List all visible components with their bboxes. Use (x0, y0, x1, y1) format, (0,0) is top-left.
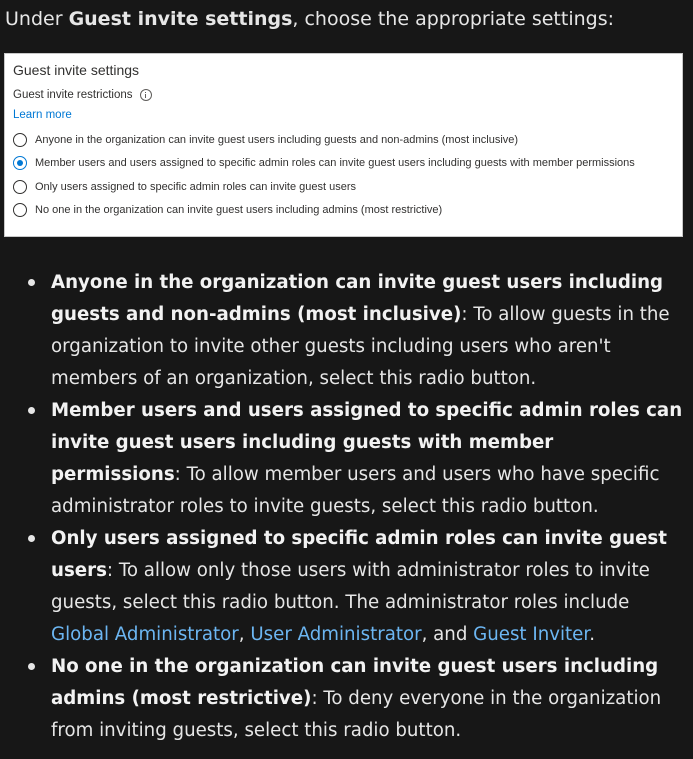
intro-suffix: , choose the appropriate settings: (292, 8, 614, 30)
global-administrator-link[interactable]: Global Administrator (51, 624, 239, 645)
radio-button[interactable] (13, 133, 27, 147)
bullet-dot (28, 663, 35, 670)
bullet-dot (28, 407, 35, 414)
radio-button-selected[interactable] (13, 156, 27, 170)
list-item (24, 651, 684, 747)
radio-option-member-users[interactable] (13, 156, 635, 170)
intro-prefix: Under (5, 8, 69, 30)
bullet-text: : To deny everyone in the organization from inviting guests, select this radio button. (51, 688, 662, 741)
radio-option-label: Anyone in the organization can invite guest users including guests and non-admins (most inclusive) (35, 134, 519, 146)
bullet-dot (28, 279, 35, 286)
bullet-heading: Only users assigned to specific admin roles can invite guest users (51, 528, 667, 581)
radio-button[interactable] (13, 203, 27, 217)
bullet-text: : To allow member users and users who have specific administrator roles to invite guests, select this radio button. (51, 464, 660, 517)
bullet-heading: Member users and users assigned to specific admin roles can invite guest users including guests with member permissions (51, 400, 683, 485)
bullet-text: : To allow only those users with administrator roles to invite guests, select this radio button. The administrator roles include (51, 560, 650, 613)
panel-title: Guest invite settings (13, 62, 140, 78)
separator: , and (421, 624, 474, 645)
list-item (24, 267, 684, 395)
intro-bold: Guest invite settings (68, 8, 293, 30)
radio-option-no-one[interactable] (13, 203, 442, 217)
guest-inviter-link[interactable]: Guest Inviter (473, 624, 590, 645)
bullet-heading: No one in the organization can invite guest users including admins (most restrictive) (51, 656, 659, 709)
radio-option-admin-roles-only[interactable] (13, 180, 356, 194)
user-administrator-link[interactable]: User Administrator (250, 624, 422, 645)
radio-option-label: Only users assigned to specific admin roles can invite guest users (35, 181, 356, 193)
bullet-text: : To allow guests in the organization to invite other guests including users who aren't members of an organization, select this radio button. (51, 304, 670, 389)
radio-option-label: No one in the organization can invite guest users including admins (most restrictive) (35, 204, 443, 216)
terminator: . (589, 624, 595, 645)
info-icon[interactable] (140, 89, 152, 101)
guest-invite-settings-panel (4, 53, 683, 237)
list-item (24, 523, 684, 651)
radio-button[interactable] (13, 180, 27, 194)
list-item (24, 395, 684, 523)
separator: , (238, 624, 251, 645)
bullet-heading: Anyone in the organization can invite guest users including guests and non-admins (most inclusive) (51, 272, 664, 325)
restrictions-label-text: Guest invite restrictions (13, 89, 133, 101)
learn-more-link[interactable]: Learn more (13, 109, 72, 121)
radio-option-anyone[interactable] (13, 133, 518, 147)
intro-text (5, 6, 614, 32)
radio-option-label: Member users and users assigned to specific admin roles can invite guest users including guests with member permissions (35, 157, 635, 169)
options-explanation-list (24, 267, 684, 747)
guest-invite-restrictions-label (13, 89, 152, 101)
bullet-dot (28, 535, 35, 542)
